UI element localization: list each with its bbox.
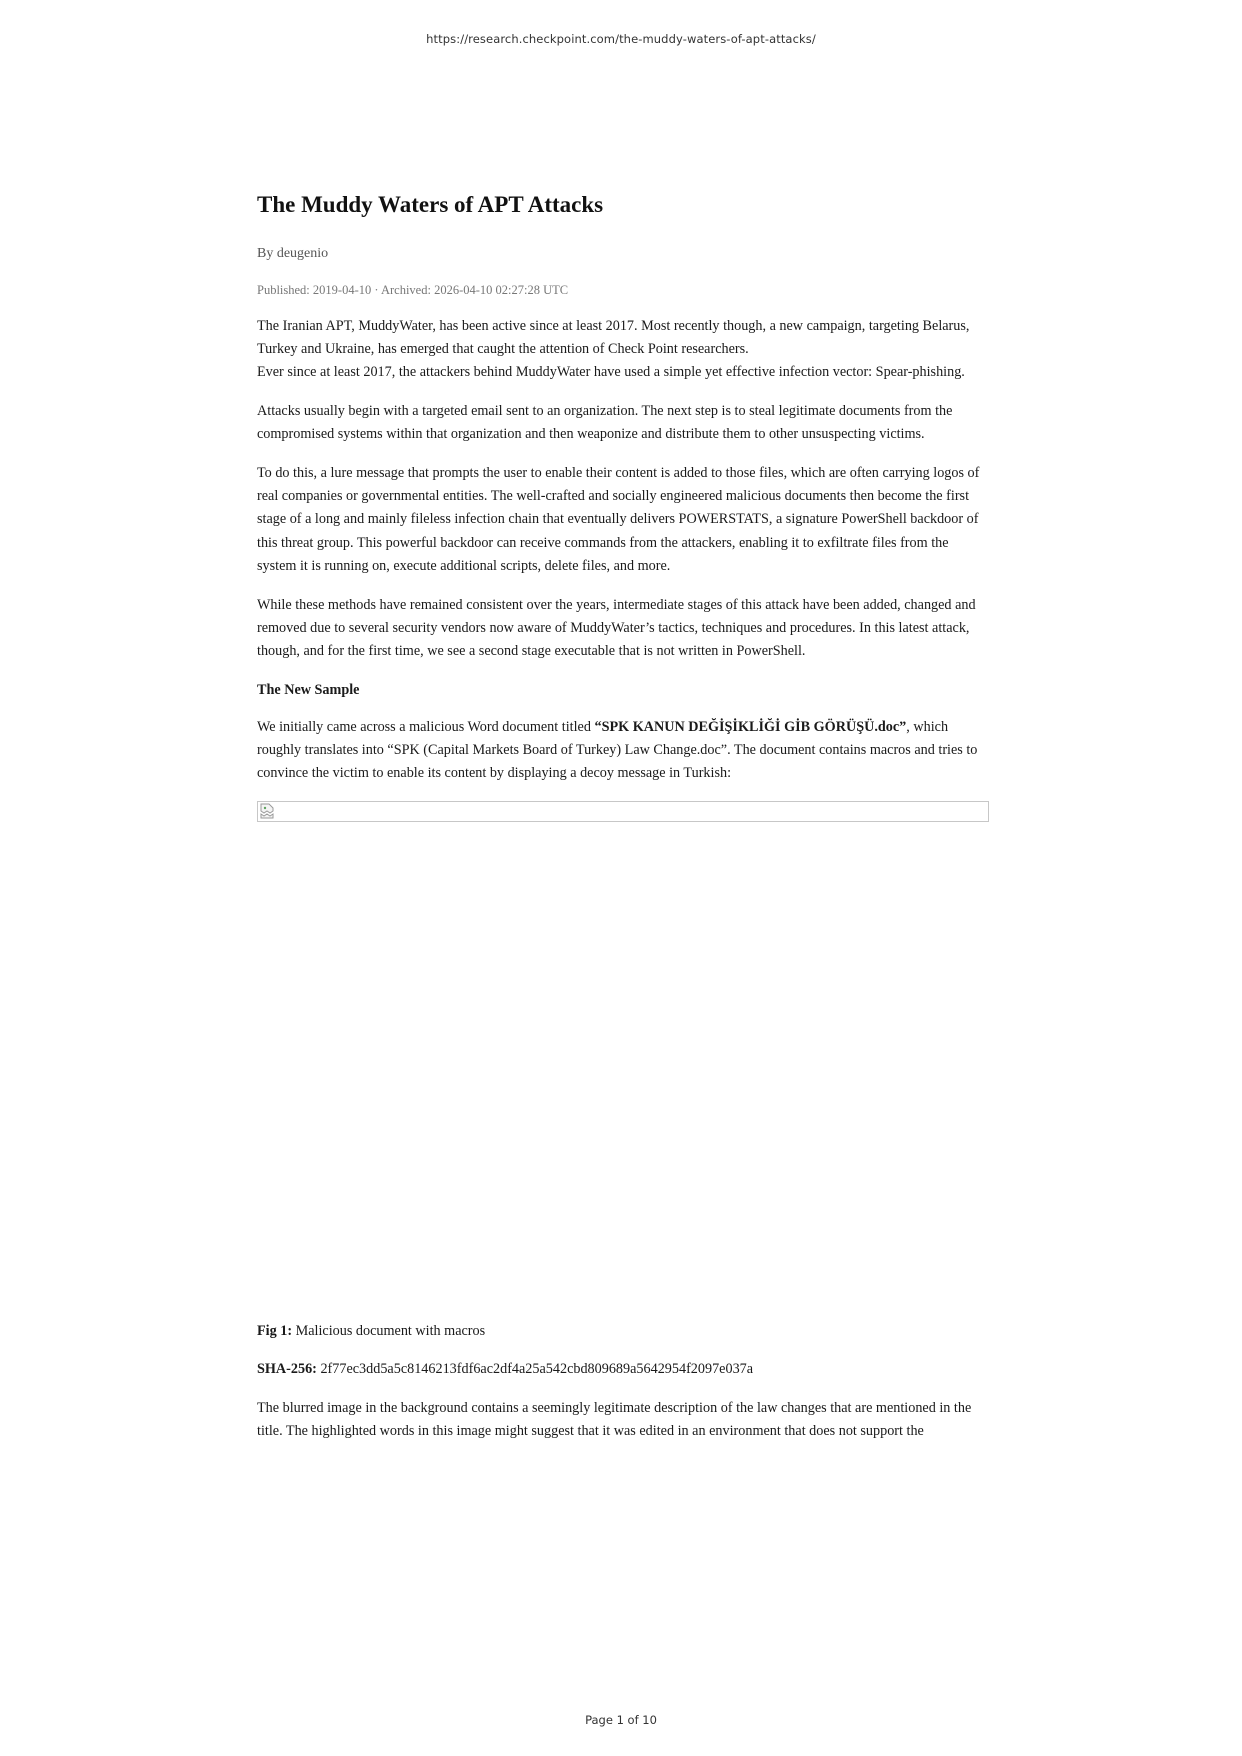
paragraph-blurred-image: The blurred image in the background contains a seemingly legitimate description of the law changes that are mentioned in the title. The highlighted words in this image might suggest that it was edited in an environment that does not support the [257,1400,972,1440]
publish-meta: Published: 2019-04-10 · Archived: 2026-04-10 02:27:28 UTC [257,283,569,297]
section-heading: The New Sample [257,681,360,698]
paragraph-text-before: We initially came across a malicious Word document titled [257,718,595,735]
intro-paragraph-2: Ever since at least 2017, the attackers behind MuddyWater have used a simple yet effective infection vector: Spear-phishing. [257,364,965,381]
paragraph-lure: To do this, a lure message that prompts the user to enable their content is added to those files, which are often carrying logos of real companies or governmental entities. The well-crafted and socially engineered malicious documents then become the first stage of a long and mainly fileless infection chain that eventually delivers POWERSTATS, a signature PowerShell backdoor of this threat group. This powerful backdoor can receive commands from the attackers, enabling it to exfiltrate files from the system it is running on, execute additional scripts, delete files, and more. [257,465,980,574]
figure-caption [257,1320,989,1343]
broken-image-icon [259,803,275,819]
paragraph-new-sample [257,716,989,786]
page-url: https://research.checkpoint.com/the-muddy-waters-of-apt-attacks/ [426,32,816,46]
document-title-bold: “SPK KANUN DEĞİŞİKLİĞİ GİB GÖRÜŞÜ.doc” [594,718,907,735]
caption-text: Malicious document with macros [292,1322,486,1339]
paragraph-attacks: Attacks usually begin with a targeted email sent to an organization. The next step is to steal legitimate documents from the compromised systems within that organization and then weaponize and distribute them to other unsuspecting victims. [257,403,953,443]
article-title: The Muddy Waters of APT Attacks [257,192,604,217]
hash-value: 2f77ec3dd5a5c8146213fdf6ac2df4a25a542cbd809689a5642954f2097e037a [316,1361,754,1378]
paragraph-methods: While these methods have remained consistent over the years, intermediate stages of this attack have been added, changed and removed due to several security vendors now aware of MuddyWater’s tactics, techniques and procedures. In this latest attack, though, and for the first time, we see a second stage executable that is not written in PowerShell. [257,596,976,659]
caption-label: Fig 1: [257,1322,293,1339]
article [257,190,989,1459]
byline: By deugenio [257,246,329,261]
broken-figure-image [257,801,989,822]
paragraph-text-after: , which roughly translates into “SPK (Capital Markets Board of Turkey) Law Change.doc”. The document contains macros and tries to convince the victim to enable its content by displaying a decoy message in Turkish: [257,718,978,782]
page-number: Page 1 of 10 [585,1713,657,1727]
hash-label: SHA-256: [257,1361,317,1378]
figure-placeholder-space [257,822,989,1320]
sha256-line [257,1358,989,1381]
intro-paragraph-1: The Iranian APT, MuddyWater, has been active since at least 2017. Most recently though, a new campaign, targeting Belarus, Turkey and Ukraine, has emerged that caught the attention of Check Point researchers. [257,318,970,358]
